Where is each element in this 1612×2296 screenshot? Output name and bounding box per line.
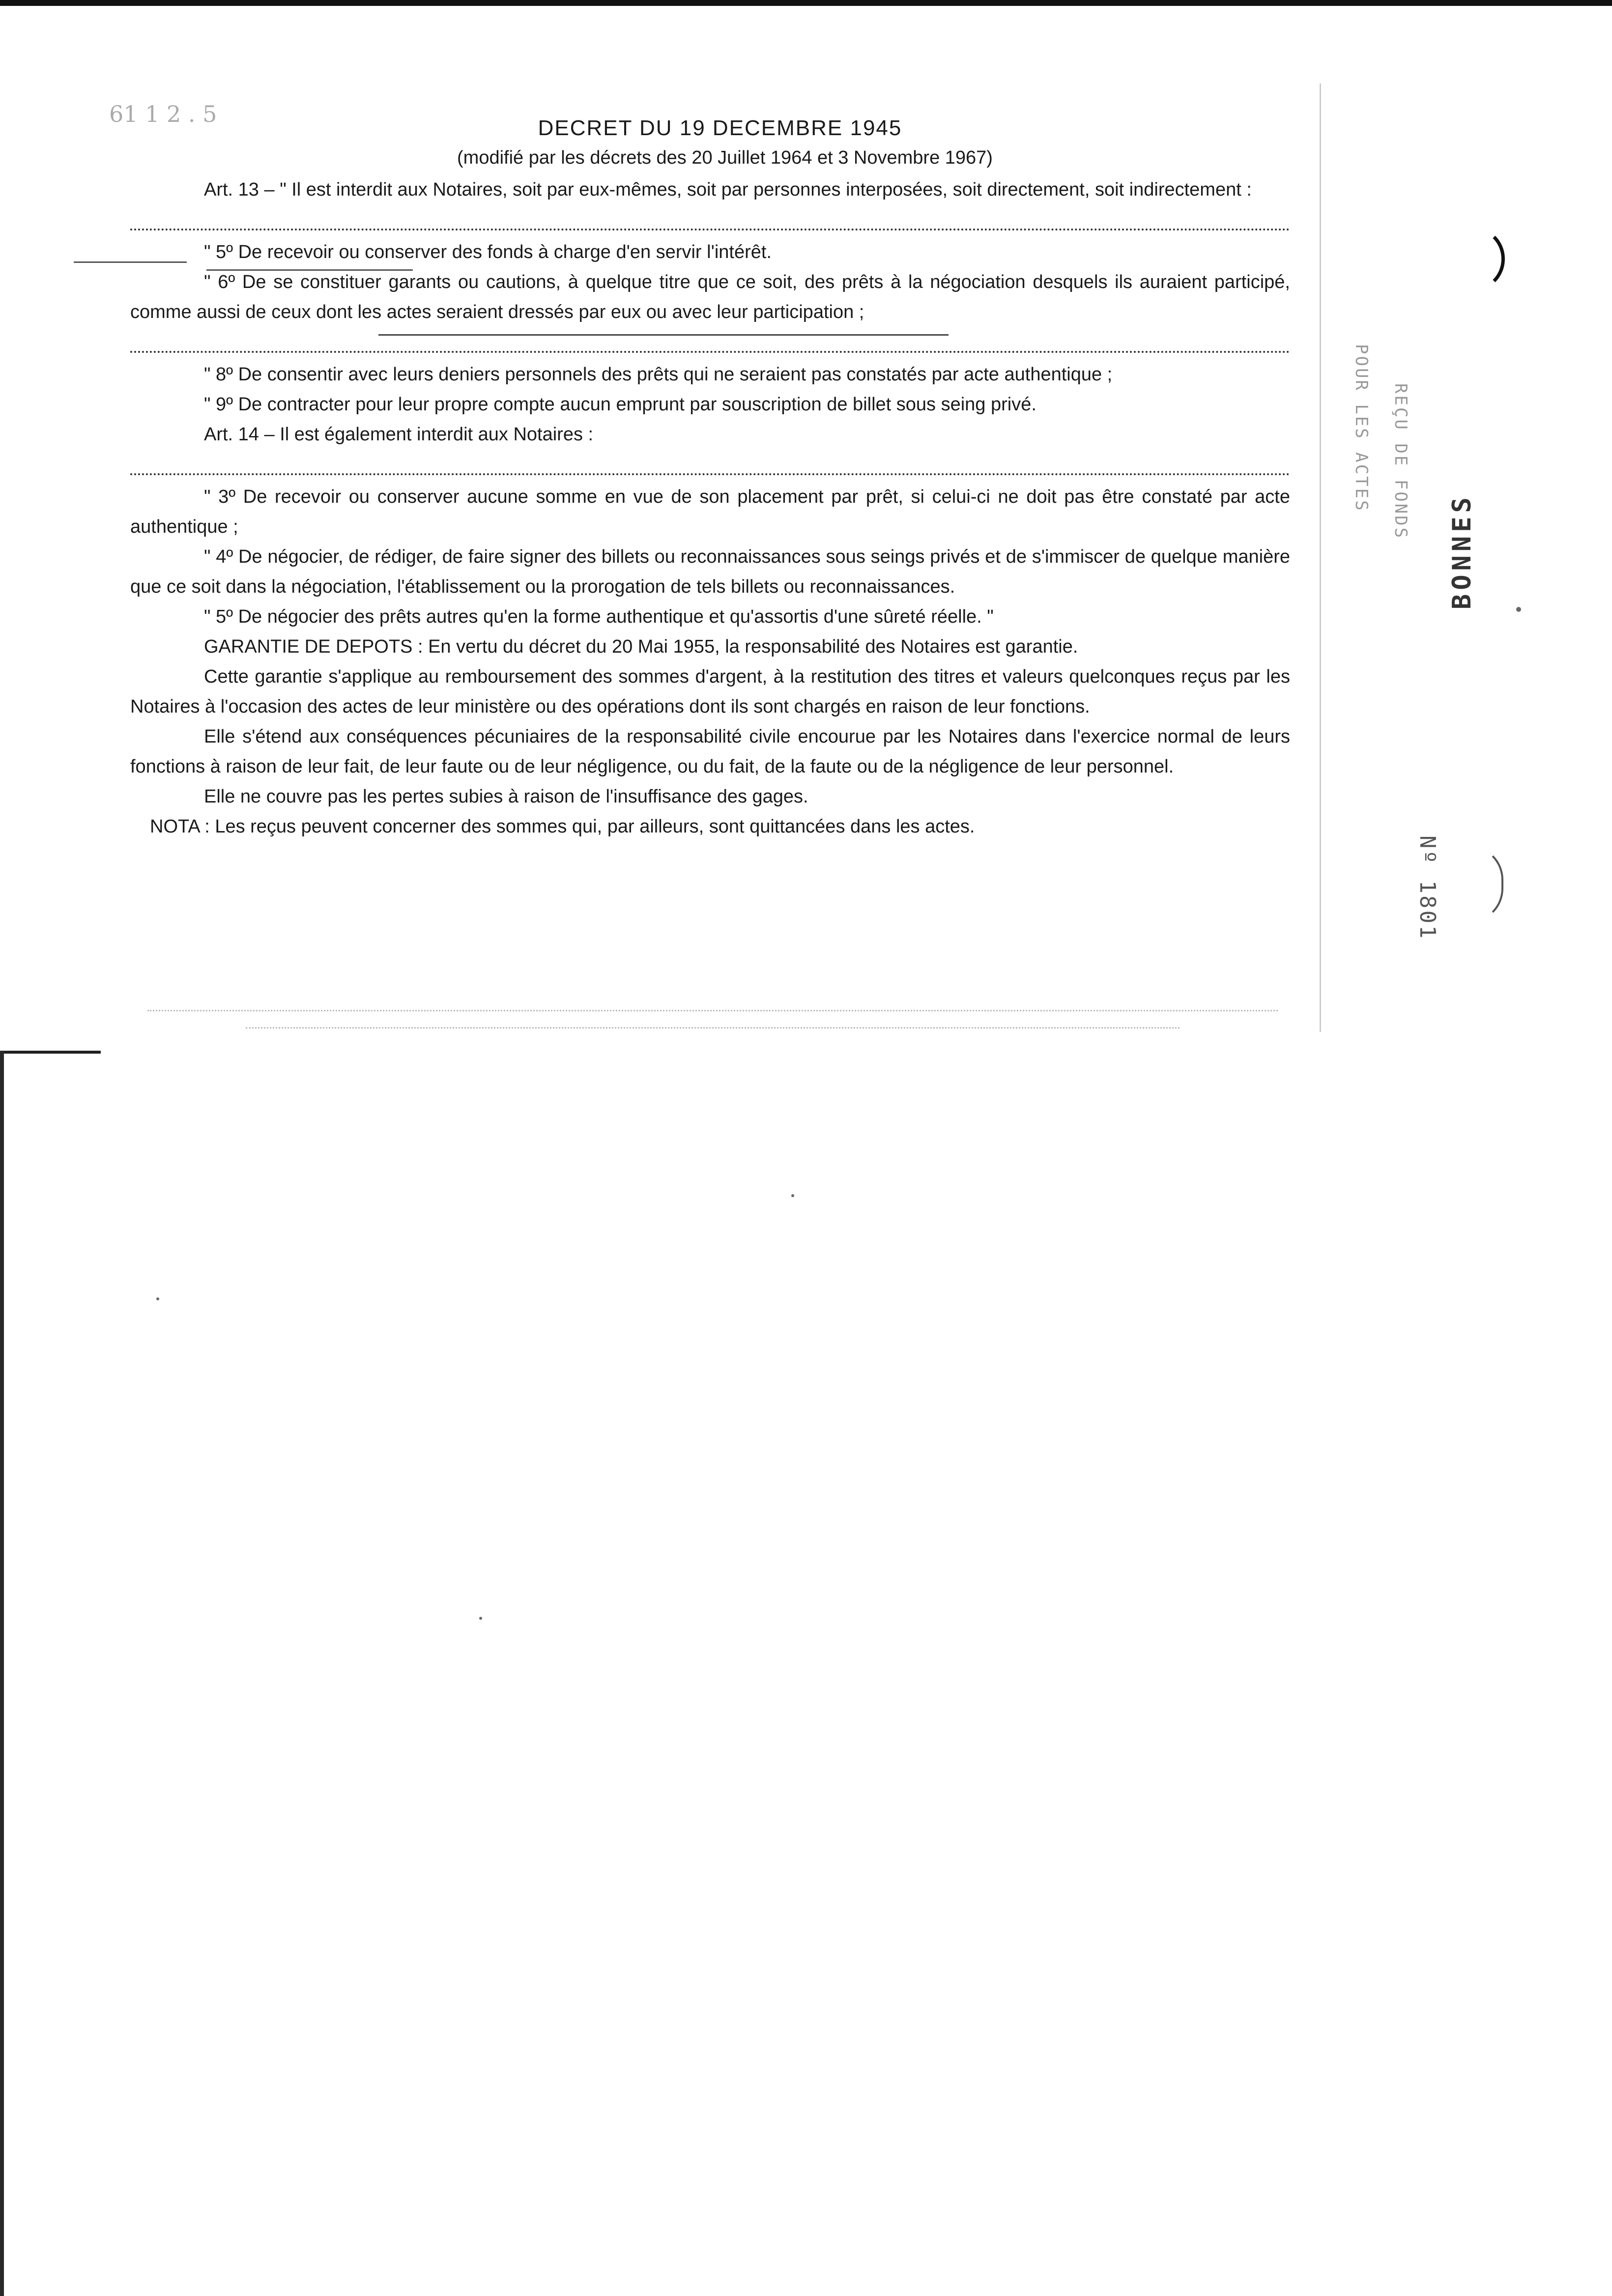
bleed-through-text: POUR LES ACTES (1352, 344, 1371, 513)
speck (1516, 607, 1521, 612)
dotted-line (130, 450, 1290, 475)
faint-dotted-row (147, 1010, 1278, 1013)
garantie-exclusion: Elle ne couvre pas les pertes subies à raison de l'insuffisance des gages. (204, 786, 808, 807)
handwritten-stroke (74, 261, 187, 263)
decree-title: DECRET DU 19 DECEMBRE 1945 (538, 116, 902, 140)
faint-dotted-row (246, 1027, 1180, 1030)
art14-item-4: " 4º De négocier, de rédiger, de faire signer des billets ou reconnaissances sous seings privés et de s'immiscer de quelque manière que ce soit dans la négociation, l'établissement ou la prorogation de tels billets ou reconnaissances. (130, 546, 1290, 597)
right-bracket-mark (1467, 226, 1505, 292)
stamp-text: BONNES (1447, 493, 1477, 609)
nota: NOTA : Les reçus peuvent concerner des sommes qui, par ailleurs, sont quittancées dans les actes. (150, 816, 975, 837)
art13-item-6: " 6º De se constituer garants ou cautions, à quelque titre que ce soit, des prêts à la négociation desquels ils auraient participé, comme aussi de ceux dont les actes seraient dressés par eux ou avec leur participation ; (130, 272, 1290, 322)
garantie-extent: Elle s'étend aux conséquences pécuniaires de la responsabilité civile encourue par les Notaires dans l'exercice normal de leurs fonctions à raison de leur fait, de leur faute ou de leur négligence, ou du fait, de la faute ou de la négligence de leur personnel. (130, 726, 1290, 777)
art14-item-3: " 3º De recevoir ou conserver aucune somme en vue de son placement par prêt, si celui-ci ne doit pas être constaté par acte authentique ; (130, 487, 1290, 537)
decree-subtitle: (modifié par les décrets des 20 Juillet 1964 et 3 Novembre 1967) (457, 147, 993, 168)
dotted-line (130, 205, 1290, 230)
right-bracket-mark-lower (1462, 845, 1503, 923)
speck (791, 1194, 794, 1197)
top-left-faint-mark: 61 1 2 . 5 (109, 101, 217, 127)
art13-item-9: " 9º De contracter pour leur propre compte aucun emprunt par souscription de billet sous seing privé. (204, 394, 1036, 415)
garantie-scope: Cette garantie s'applique au remboursement des sommes d'argent, à la restitution des titres et valeurs quelconques reçus par les Notaires à l'occasion des actes de leur ministère ou des opérations dont ils sont chargés en raison de leur fonctions. (130, 666, 1290, 717)
scan-left-edge (0, 1051, 4, 2296)
speck (479, 1617, 482, 1620)
dotted-line (130, 327, 1290, 353)
scan-top-edge (0, 0, 1612, 6)
speck (156, 1297, 159, 1300)
scan-left-edge-mark (0, 1051, 101, 1054)
art13-item-8: " 8º De consentir avec leurs deniers personnels des prêts qui ne seraient pas constatés par acte authentique ; (204, 364, 1113, 385)
art13-intro: Art. 13 – " Il est interdit aux Notaires, soit par eux-mêmes, soit par personnes interposées, soit directement, soit indirectement : (204, 179, 1252, 200)
handwritten-stroke (206, 269, 413, 271)
serial-number: Nº 1801 (1415, 835, 1440, 941)
decree-text (130, 113, 1290, 842)
art14-intro: Art. 14 – Il est également interdit aux Notaires : (204, 424, 594, 445)
bleed-through-text: REÇU DE FONDS (1391, 383, 1410, 540)
art13-item-5: " 5º De recevoir ou conserver des fonds à charge d'en servir l'intérêt. (204, 242, 772, 262)
art14-item-5: " 5º De négocier des prêts autres qu'en la forme authentique et qu'assortis d'une sûreté réelle. " (204, 606, 994, 627)
garantie-heading: GARANTIE DE DEPOTS : En vertu du décret du 20 Mai 1955, la responsabilité des Notaires est garantie. (204, 636, 1078, 657)
fold-line (1320, 84, 1321, 1032)
strike-line (378, 334, 949, 336)
